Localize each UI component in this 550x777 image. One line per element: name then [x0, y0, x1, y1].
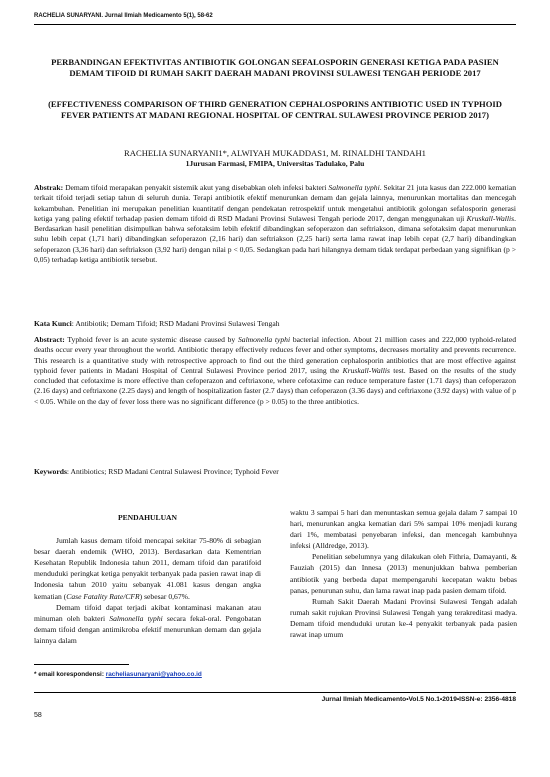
body-column-right — [290, 507, 517, 640]
footnote-rule — [34, 664, 129, 665]
abstract-en-text-1: Typhoid fever is an acute systemic disease caused by — [67, 335, 236, 344]
abstract-en-text-2: bacterial infection. About 21 million cases and 222,000 typhoid-related deaths occur every year throughout the world. Antibiotic therapy effectively reduces fever and other symptoms, decreases mortality and prevents recurrence. This research is a quantitative study with retrospective approach to find out the third generation cephalosporin antibiotics that are most effective against typhoid fever patients in Madani Hospital of Central Sulawesi Province period 2017, using the — [34, 335, 516, 375]
right-paragraph-3: Rumah Sakit Daerah Madani Provinsi Sulawesi Tengah adalah rumah sakit rujukan Provinsi Sulawesi Tengah yang terakreditasi madya. Demam tifoid menduduki urutan ke-4 penyakit terbanyak pada pasien rawat inap umum — [290, 596, 517, 640]
abstract-id-text-3: . Berdasarkan hasil penelitian disimpulkan bahwa sefotaksim lebih efektif dibandingkan sefoperazon dan seftriakson, dimana sefotaksim dapat menurunkan suhu lebih cepat (1,71 hari) dibandingkan sefoperazon (2,16 hari) dan seftriakson (2,25 hari) serta lama rawat inap lebih cepat (2,7 hari) dibandingkan sefoperazon (3,36 hari) dan seftriakson (3,92 hari) dengan nilai p < 0,05. Sedangkan pada hari hilangnya demam tidak terdapat perbedaan yang signifikan (p > 0,05) terhadap ketiga antibiotik tersebut. — [34, 213, 516, 265]
left-text-2b: secara fekal-oral. Pengobatan demam tifoid dengan antimikroba efektif menurunkan demam dan gejala lainnya dalam — [34, 613, 261, 645]
running-head: RACHELIA SUNARYANI. Jurnal Ilmiah Medicamento 5(1), 58-62 — [34, 13, 213, 19]
abstract-id-text-1: Demam tifoid merapakan penyakit sistemik akut yang disebabkan oleh infeksi bakteri — [65, 183, 327, 192]
body-column-left — [34, 512, 261, 646]
left-text-1: Jumlah kasus demam tifoid mencapai sekitar 75-80% di sebagian besar daerah endemik (WHO, 2013). Berdasarkan data Kementrian Kesehatan Republik Indonesia tahun 2011, demam tifoid dan paratifoid menduduki peringkat ketiga penyakit terbanyak pada pasien rawat inap di Indonesia tahun 2010 yaitu sebanyak 41.081 kasus dengan angka kematian ( — [34, 536, 261, 601]
left-organism: Salmonella typhi — [109, 613, 163, 623]
title-english: (EFFECTIVENESS COMPARISON OF THIRD GENERATION CEPHALOSPORINS ANTIBIOTIC USED IN TYPHOID FEVER PATIENTS AT MADANI REGIONAL HOSPITAL OF CENTRAL SULAWESI PROVINCE PERIOD 2017) — [48, 99, 502, 120]
keywords-english — [34, 467, 516, 477]
title-indonesian: PERBANDINGAN EFEKTIVITAS ANTIBIOTIK GOLONGAN SEFALOSPORIN GENERASI KETIGA PADA PASIEN DEMAM TIFOID DI RUMAH SAKIT DAERAH MADANI PROVINSI SULAWESI TENGAH PERIODE 2017 — [51, 57, 499, 78]
email-link[interactable]: racheliasunaryani@yahoo.co.id — [105, 671, 202, 678]
abstract-en-label: Abstract: — [34, 335, 65, 344]
section-heading: PENDAHULUAN — [117, 513, 178, 522]
header-rule — [34, 24, 516, 25]
left-text-2a: Demam tifoid dapat terjadi akibat kontaminasi makanan atau minuman oleh bakteri — [34, 602, 261, 623]
keywords-indonesian — [34, 319, 516, 329]
right-paragraph-1: waktu 3 sampai 5 hari dan menuntaskan semua gejala dalam 7 sampai 10 hari, menurunkan angka kematian dari 5% sampai 10% menjadi kurang dari 1%, membatasi penyebaran infeksi, dan mencegah kambuhnya infeksi (Alldredge, 2013). — [290, 508, 517, 551]
author-list: RACHELIA SUNARYANI1*, ALWIYAH MUKADDAS1, M. RINALDHI TANDAH1 — [124, 148, 426, 158]
page-number: 58 — [34, 712, 42, 719]
left-text-1b: ) sebesar 0,67%. — [139, 591, 190, 601]
right-paragraph-2: Penelitian sebelumnya yang dilakukan oleh Fithria, Damayanti, & Fauziah (2015) dan Innesa (2013) menunjukkan bahwa pemberian antibiotik yang berbeda dapat mempengaruhi kecepatan waktu bebas panas, penurunan suhu, dan lama rawat inap pada pasien demam tifoid. — [290, 552, 517, 595]
keywords-en-label: Keywords — [34, 467, 67, 476]
abstract-id-test: Kruskall-Wallis — [466, 213, 515, 223]
abstract-english — [34, 335, 516, 407]
left-cfr: Case Fatality Rate/CFR — [66, 591, 140, 601]
abstract-indonesian — [34, 183, 516, 265]
body-paragraph — [34, 535, 261, 602]
body-paragraph — [34, 602, 261, 646]
footnote — [34, 671, 202, 678]
affiliation: 1Jurusan Farmasi, FMIPA, Universitas Tadulako, Palu — [185, 159, 365, 168]
footnote-label: * email korespondensi: — [34, 671, 104, 678]
abstract-en-test: Kruskall-Wallis — [342, 365, 390, 375]
footer-rule — [34, 692, 516, 693]
keywords-en-text: : Antibiotics; RSD Madani Central Sulawesi Province; Typhoid Fever — [66, 467, 279, 476]
abstract-en-organism: Salmonella typhi — [237, 335, 291, 344]
abstract-id-label: Abstrak: — [34, 183, 64, 192]
abstract-en-text-3: test. Based on the results of the study concluded that cefotaxime is more effective than cefoperazon and ceftriaxone, where cefotaxime can reduce temperature faster (1.71 days) than cefoperazon (2.16 days) and ceftriaxone (2.25 days) and length of hospitalization faster (2.7 days) than cefoperazon (3.36 days) and ceftriaxone (3.92 days) with value of p < 0.05. While on the day of fever loss there was no significant difference (p > 0.05) to the three antibiotics. — [34, 365, 517, 406]
abstract-id-text-2: . Sekitar 21 juta kasus dan 222.000 kematian terkait tifoid terjadi setiap tahun di seluruh dunia. Terapi antibiotik efektif menurunkan demam dan gejala lainnya, menurunkan mortalitas dan mencegah kekambuhan. Penelitian ini merupakan penelitian kuantitatif dengan pendekatan retrospektif untuk mengetahui antibiotik golongan sefalosporin generasi ketiga yang paling efektif terhadap pasien demam tifoid di RSD Madani Provinsi Sulawesi Tengah periode 2017, dengan menggunakan uji — [34, 183, 516, 223]
keywords-id-label: Kata Kunci — [34, 319, 72, 328]
abstract-id-organism: Salmonella typhi — [328, 183, 380, 192]
keywords-id-text: : Antibiotik; Demam Tifoid; RSD Madani Provinsi Sulawesi Tengah — [71, 319, 280, 328]
journal-footer: Jurnal Ilmiah Medicamento•Vol.5 No.1•2019•ISSN-e: 2356-4818 — [321, 696, 516, 703]
